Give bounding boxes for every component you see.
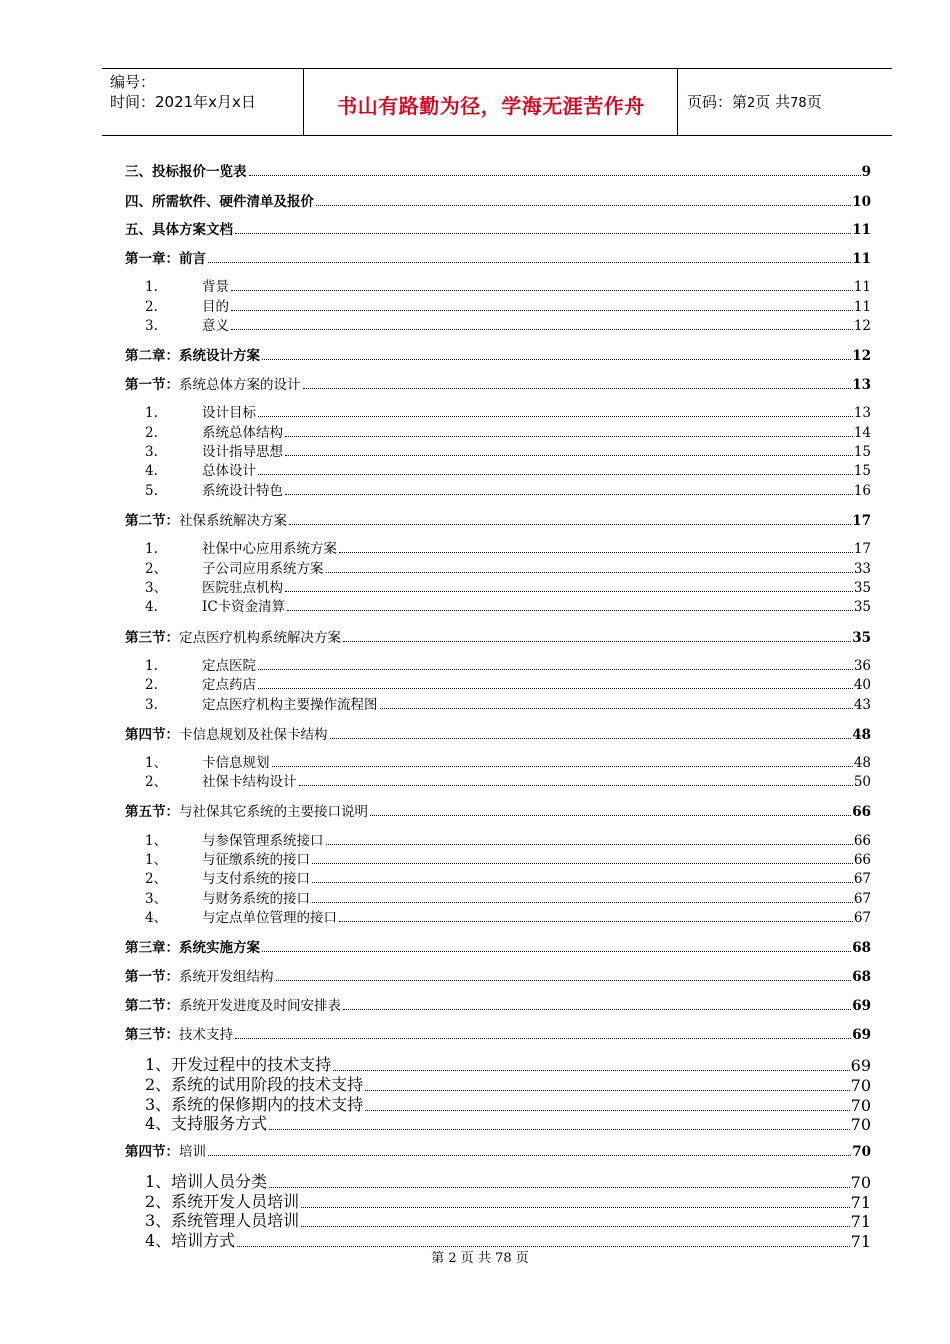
toc-entry-title: 设计目标 bbox=[202, 405, 256, 421]
toc-dot-leader bbox=[231, 329, 853, 330]
toc-entry-title: 五、具体方案文档 bbox=[125, 222, 233, 238]
toc-entry-number: 第四节： bbox=[125, 727, 179, 743]
toc-entry-title: 第二章：系统设计方案 bbox=[125, 348, 260, 364]
toc-entry[interactable] bbox=[125, 218, 871, 238]
toc-entry-number: 第二节： bbox=[125, 513, 179, 529]
toc-entry-page: 70 bbox=[852, 1144, 871, 1160]
toc-entry-title: 与社保其它系统的主要接口说明 bbox=[179, 804, 368, 820]
toc-dot-leader bbox=[285, 455, 853, 456]
toc-dot-leader bbox=[326, 572, 853, 573]
toc-entry[interactable] bbox=[125, 441, 871, 460]
toc-entry-page: 48 bbox=[853, 755, 871, 771]
toc-entry-page: 17 bbox=[852, 513, 871, 529]
toc-entry-number: 2、 bbox=[145, 871, 168, 887]
toc-dot-leader bbox=[330, 738, 852, 739]
toc-entry[interactable] bbox=[125, 694, 871, 713]
toc-entry-page: 11 bbox=[852, 222, 871, 238]
toc-dot-leader bbox=[287, 610, 853, 611]
toc-dot-leader bbox=[269, 1187, 849, 1188]
toc-dot-leader bbox=[303, 388, 852, 389]
toc-entry-number: 1、 bbox=[145, 852, 168, 868]
toc-entry-page: 11 bbox=[853, 279, 871, 295]
toc-entry-title: 4、培训方式 bbox=[145, 1231, 236, 1250]
toc-entry-page: 11 bbox=[853, 299, 871, 315]
toc-entry-page: 13 bbox=[852, 377, 871, 393]
toc-entry[interactable] bbox=[125, 480, 871, 499]
toc-entry-number: 2. bbox=[145, 425, 158, 441]
toc-dot-leader bbox=[299, 785, 853, 786]
toc-entry-title: 与支付系统的接口 bbox=[202, 871, 310, 887]
toc-dot-leader bbox=[235, 233, 851, 234]
toc-entry-number: 3、 bbox=[145, 891, 168, 907]
toc-entry-page: 70 bbox=[850, 1173, 871, 1192]
toc-entry-number: 4. bbox=[145, 599, 158, 615]
toc-entry[interactable] bbox=[125, 888, 871, 907]
toc-entry-title: 系统开发组结构 bbox=[179, 969, 274, 985]
toc-entry[interactable] bbox=[125, 422, 871, 441]
toc-entry-number: 4. bbox=[145, 463, 158, 479]
toc-entry[interactable] bbox=[125, 296, 871, 315]
toc-entry-number: 1. bbox=[145, 279, 158, 295]
toc-entry-title: 系统总体结构 bbox=[202, 425, 283, 441]
page-prefix: 页码：第 bbox=[687, 93, 748, 111]
toc-entry-title: 社保卡结构设计 bbox=[202, 774, 297, 790]
toc-entry-title: 3、系统的保修期内的技术支持 bbox=[145, 1095, 364, 1114]
toc-entry[interactable] bbox=[125, 723, 871, 743]
toc-entry-page: 16 bbox=[853, 483, 871, 499]
toc-entry-page: 66 bbox=[852, 804, 871, 820]
toc-entry-page: 10 bbox=[852, 194, 871, 210]
toc-entry-page: 43 bbox=[853, 697, 871, 713]
toc-entry-number: 5. bbox=[145, 483, 158, 499]
toc-entry-number: 3. bbox=[145, 318, 158, 334]
toc-entry-page: 69 bbox=[850, 1056, 871, 1075]
document-number-label: 编号： bbox=[110, 73, 156, 91]
toc-entry-page: 40 bbox=[853, 677, 871, 693]
header-meta bbox=[110, 72, 256, 112]
toc-entry[interactable] bbox=[125, 907, 871, 926]
toc-entry[interactable] bbox=[125, 509, 871, 529]
toc-dot-leader bbox=[231, 290, 853, 291]
toc-entry-page: 11 bbox=[852, 251, 871, 267]
toc-entry-title: 四、所需软件、硬件清单及报价 bbox=[125, 194, 314, 210]
toc-entry[interactable] bbox=[125, 577, 871, 596]
toc-entry-page: 36 bbox=[853, 658, 871, 674]
toc-entry-page: 68 bbox=[852, 940, 871, 956]
toc-entry-number: 1、 bbox=[145, 833, 168, 849]
toc-entry-page: 66 bbox=[853, 833, 871, 849]
toc-entry[interactable] bbox=[125, 994, 871, 1014]
toc-entry[interactable] bbox=[125, 373, 871, 393]
toc-entry[interactable] bbox=[125, 190, 871, 210]
toc-entry-page: 33 bbox=[853, 561, 871, 577]
toc-entry-title: 三、投标报价一览表 bbox=[125, 164, 247, 180]
toc-entry-title: 培训 bbox=[179, 1144, 206, 1160]
toc-entry-title: 与征缴系统的接口 bbox=[202, 852, 310, 868]
toc-entry-title: 卡信息规划及社保卡结构 bbox=[179, 727, 328, 743]
toc-entry-number: 1、 bbox=[145, 755, 168, 771]
toc-dot-leader bbox=[208, 262, 851, 263]
toc-entry[interactable] bbox=[125, 849, 871, 868]
toc-entry-title: 定点医疗机构主要操作流程图 bbox=[202, 697, 378, 713]
toc-entry-number: 第四节： bbox=[125, 1144, 179, 1160]
toc-entry-number: 3. bbox=[145, 444, 158, 460]
toc-entry-title: 系统总体方案的设计 bbox=[179, 377, 301, 393]
page-current: 2 bbox=[747, 96, 756, 111]
toc-entry[interactable] bbox=[125, 965, 871, 985]
header-motto: 书山有路勤为径，学海无涯苦作舟 bbox=[337, 94, 645, 118]
toc-entry[interactable] bbox=[125, 538, 871, 557]
toc-entry-page: 12 bbox=[852, 348, 871, 364]
toc-entry-page: 71 bbox=[850, 1212, 871, 1231]
toc-entry-page: 15 bbox=[853, 463, 871, 479]
toc-entry[interactable] bbox=[125, 674, 871, 693]
toc-entry-number: 第五节： bbox=[125, 804, 179, 820]
toc-entry[interactable] bbox=[125, 868, 871, 887]
toc-entry-title: IC卡资金清算 bbox=[202, 599, 286, 615]
toc-dot-leader bbox=[365, 1090, 849, 1091]
toc-dot-leader bbox=[269, 1129, 849, 1130]
toc-entry[interactable] bbox=[125, 460, 871, 479]
toc-dot-leader bbox=[231, 310, 853, 311]
toc-entry-title: 技术支持 bbox=[179, 1027, 233, 1043]
toc-entry-number: 3. bbox=[145, 697, 158, 713]
toc-dot-leader bbox=[333, 1070, 849, 1071]
toc-entry-page: 48 bbox=[852, 727, 871, 743]
toc-dot-leader bbox=[262, 359, 851, 360]
page-suffix: 页 bbox=[806, 93, 822, 111]
toc-entry-page: 69 bbox=[852, 1027, 871, 1043]
toc-entry-title: 2、系统的试用阶段的技术支持 bbox=[145, 1075, 364, 1094]
toc-entry-page: 14 bbox=[853, 425, 871, 441]
toc-entry-number: 1. bbox=[145, 541, 158, 557]
toc-entry-number: 第一节： bbox=[125, 377, 179, 393]
toc-entry-number: 1. bbox=[145, 658, 158, 674]
toc-dot-leader bbox=[312, 863, 853, 864]
toc-dot-leader bbox=[208, 1155, 851, 1156]
toc-entry-title: 子公司应用系统方案 bbox=[202, 561, 324, 577]
toc-entry-number: 2. bbox=[145, 299, 158, 315]
header-bottom-rule bbox=[102, 135, 892, 136]
toc-entry-page: 15 bbox=[853, 444, 871, 460]
toc-entry[interactable] bbox=[125, 655, 871, 674]
toc-dot-leader bbox=[235, 1038, 851, 1039]
toc-dot-leader bbox=[339, 552, 853, 553]
toc-entry-page: 35 bbox=[852, 630, 871, 646]
toc-dot-leader bbox=[312, 902, 853, 903]
toc-dot-leader bbox=[312, 882, 853, 883]
toc-entry-title: 医院驻点机构 bbox=[202, 580, 283, 596]
toc-entry-title: 4、支持服务方式 bbox=[145, 1114, 268, 1133]
header-page-indicator bbox=[687, 91, 822, 112]
toc-entry[interactable] bbox=[125, 558, 871, 577]
toc-entry[interactable] bbox=[125, 771, 871, 790]
toc-entry-title: 定点医疗机构系统解决方案 bbox=[179, 630, 341, 646]
toc-entry-page: 17 bbox=[853, 541, 871, 557]
toc-entry-page: 67 bbox=[853, 891, 871, 907]
toc-entry-number: 2、 bbox=[145, 561, 168, 577]
page-header bbox=[102, 68, 892, 136]
toc-dot-leader bbox=[258, 474, 853, 475]
toc-dot-leader bbox=[249, 175, 861, 176]
toc-entry[interactable] bbox=[125, 1111, 871, 1134]
toc-entry[interactable] bbox=[125, 160, 871, 180]
page-total: 78 bbox=[790, 96, 807, 111]
toc-dot-leader bbox=[301, 1226, 849, 1227]
toc-entry[interactable] bbox=[125, 402, 871, 421]
toc-entry[interactable] bbox=[125, 752, 871, 771]
toc-entry-title: 意义 bbox=[202, 318, 229, 334]
toc-entry[interactable] bbox=[125, 276, 871, 295]
toc-entry-page: 9 bbox=[861, 164, 871, 180]
toc-entry-page: 67 bbox=[853, 910, 871, 926]
toc-entry-title: 3、系统管理人员培训 bbox=[145, 1211, 300, 1230]
toc-dot-leader bbox=[339, 921, 853, 922]
toc-dot-leader bbox=[262, 951, 851, 952]
toc-entry-title: 与定点单位管理的接口 bbox=[202, 910, 337, 926]
toc-entry-number: 第二节： bbox=[125, 998, 179, 1014]
toc-entry-title: 系统设计特色 bbox=[202, 483, 283, 499]
toc-entry-title: 社保系统解决方案 bbox=[179, 513, 287, 529]
toc-entry-page: 70 bbox=[850, 1096, 871, 1115]
toc-dot-leader bbox=[285, 436, 853, 437]
toc-entry[interactable] bbox=[125, 800, 871, 820]
toc-entry[interactable] bbox=[125, 1023, 871, 1043]
toc-entry-title: 卡信息规划 bbox=[202, 755, 270, 771]
toc-entry-title: 背景 bbox=[202, 279, 229, 295]
header-top-rule bbox=[102, 68, 892, 69]
toc-entry-page: 70 bbox=[850, 1115, 871, 1134]
toc-entry-number: 第三节： bbox=[125, 1027, 179, 1043]
toc-entry-title: 定点药店 bbox=[202, 677, 256, 693]
toc-entry-title: 第三章：系统实施方案 bbox=[125, 940, 260, 956]
toc-dot-leader bbox=[258, 688, 853, 689]
toc-entry[interactable] bbox=[125, 626, 871, 646]
toc-entry[interactable] bbox=[125, 830, 871, 849]
toc-entry-number: 2. bbox=[145, 677, 158, 693]
toc-entry-number: 第一节： bbox=[125, 969, 179, 985]
toc-dot-leader bbox=[285, 591, 853, 592]
toc-dot-leader bbox=[258, 416, 853, 417]
toc-entry-page: 66 bbox=[853, 852, 871, 868]
toc-dot-leader bbox=[343, 641, 851, 642]
toc-dot-leader bbox=[326, 844, 853, 845]
toc-entry[interactable] bbox=[125, 1140, 871, 1160]
toc-entry-title: 设计指导思想 bbox=[202, 444, 283, 460]
toc-dot-leader bbox=[370, 815, 851, 816]
toc-entry-title: 总体设计 bbox=[202, 463, 256, 479]
toc-entry-title: 社保中心应用系统方案 bbox=[202, 541, 337, 557]
toc-entry-title: 定点医院 bbox=[202, 658, 256, 674]
toc-entry-page: 71 bbox=[850, 1193, 871, 1212]
toc-entry[interactable] bbox=[125, 596, 871, 615]
toc-dot-leader bbox=[343, 1009, 851, 1010]
toc-dot-leader bbox=[276, 980, 852, 981]
toc-entry-number: 第三节： bbox=[125, 630, 179, 646]
toc-entry-title: 1、培训人员分类 bbox=[145, 1172, 268, 1191]
toc-entry-title: 1、开发过程中的技术支持 bbox=[145, 1055, 332, 1074]
toc-entry-page: 69 bbox=[852, 998, 871, 1014]
toc-entry-title: 2、系统开发人员培训 bbox=[145, 1192, 300, 1211]
toc-entry-title: 与参保管理系统接口 bbox=[202, 833, 324, 849]
toc-entry[interactable] bbox=[125, 344, 871, 364]
toc-dot-leader bbox=[258, 669, 853, 670]
toc-entry-number: 4、 bbox=[145, 910, 168, 926]
toc-entry[interactable] bbox=[125, 936, 871, 956]
toc-entry[interactable] bbox=[125, 247, 871, 267]
toc-entry-number: 1. bbox=[145, 405, 158, 421]
toc-entry-page: 35 bbox=[853, 580, 871, 596]
toc-entry-number: 2、 bbox=[145, 774, 168, 790]
toc-entry-title: 与财务系统的接口 bbox=[202, 891, 310, 907]
toc-entry[interactable] bbox=[125, 315, 871, 334]
page-footer: 第 2 页 共 78 页 bbox=[431, 1251, 529, 1266]
toc-entry-page: 70 bbox=[850, 1076, 871, 1095]
toc-entry-title: 系统开发进度及时间安排表 bbox=[179, 998, 341, 1014]
toc-entry-number: 3、 bbox=[145, 580, 168, 596]
toc-entry-page: 50 bbox=[853, 774, 871, 790]
toc-entry-page: 67 bbox=[853, 871, 871, 887]
toc-dot-leader bbox=[289, 524, 851, 525]
toc-entry-page: 13 bbox=[853, 405, 871, 421]
toc-entry-title: 目的 bbox=[202, 299, 229, 315]
toc-entry-page: 68 bbox=[852, 969, 871, 985]
toc-entry-page: 12 bbox=[853, 318, 871, 334]
toc-entry-page: 35 bbox=[853, 599, 871, 615]
page-mid: 页 共 bbox=[755, 93, 791, 111]
toc-dot-leader bbox=[316, 205, 851, 206]
toc-dot-leader bbox=[380, 708, 853, 709]
document-time: 时间：2021年x月x日 bbox=[110, 93, 256, 111]
toc-entry-page: 71 bbox=[850, 1232, 871, 1251]
toc-entry-title: 第一章：前言 bbox=[125, 251, 206, 267]
toc-dot-leader bbox=[272, 766, 853, 767]
toc-dot-leader bbox=[285, 494, 853, 495]
